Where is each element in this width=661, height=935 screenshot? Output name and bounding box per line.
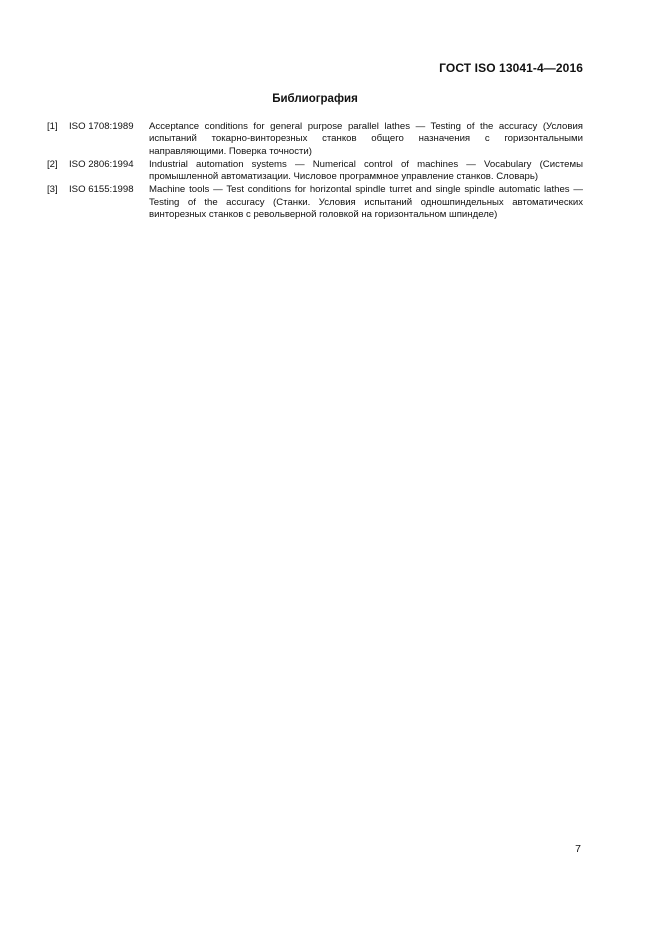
page-number: 7 [575, 843, 581, 855]
entry-standard: ISO 6155:1998 [69, 184, 134, 196]
bibliography-entry [47, 184, 583, 221]
bibliography-list [47, 121, 583, 222]
entry-number: [3] [47, 184, 58, 196]
entry-text: Machine tools — Test conditions for horizontal spindle turret and single spindle automatic lathes — Testing of the accuracy (Станки. Условия испытаний одношпиндельных автоматических винторезных станков с револьверной головкой на горизонтальном шпинделе) [149, 184, 583, 221]
bibliography-entry [47, 121, 583, 158]
document-header-standard-id: ГОСТ ISO 13041-4—2016 [439, 61, 583, 75]
entry-standard: ISO 2806:1994 [69, 158, 134, 170]
entry-text: Industrial automation systems — Numerical control of machines — Vocabulary (Системы промышленной автоматизации. Числовое программное управление станков. Словарь) [149, 158, 583, 183]
entry-text: Acceptance conditions for general purpose parallel lathes — Testing of the accuracy (Условия испытаний токарно-винторезных станков общего назначения с горизонтальными направляющими. Поверка точности) [149, 121, 583, 157]
bibliography-entry [47, 159, 583, 184]
entry-standard: ISO 1708:1989 [69, 121, 134, 132]
entry-number: [2] [47, 158, 58, 170]
section-title: Библиография [272, 93, 358, 105]
entry-number: [1] [47, 121, 58, 132]
